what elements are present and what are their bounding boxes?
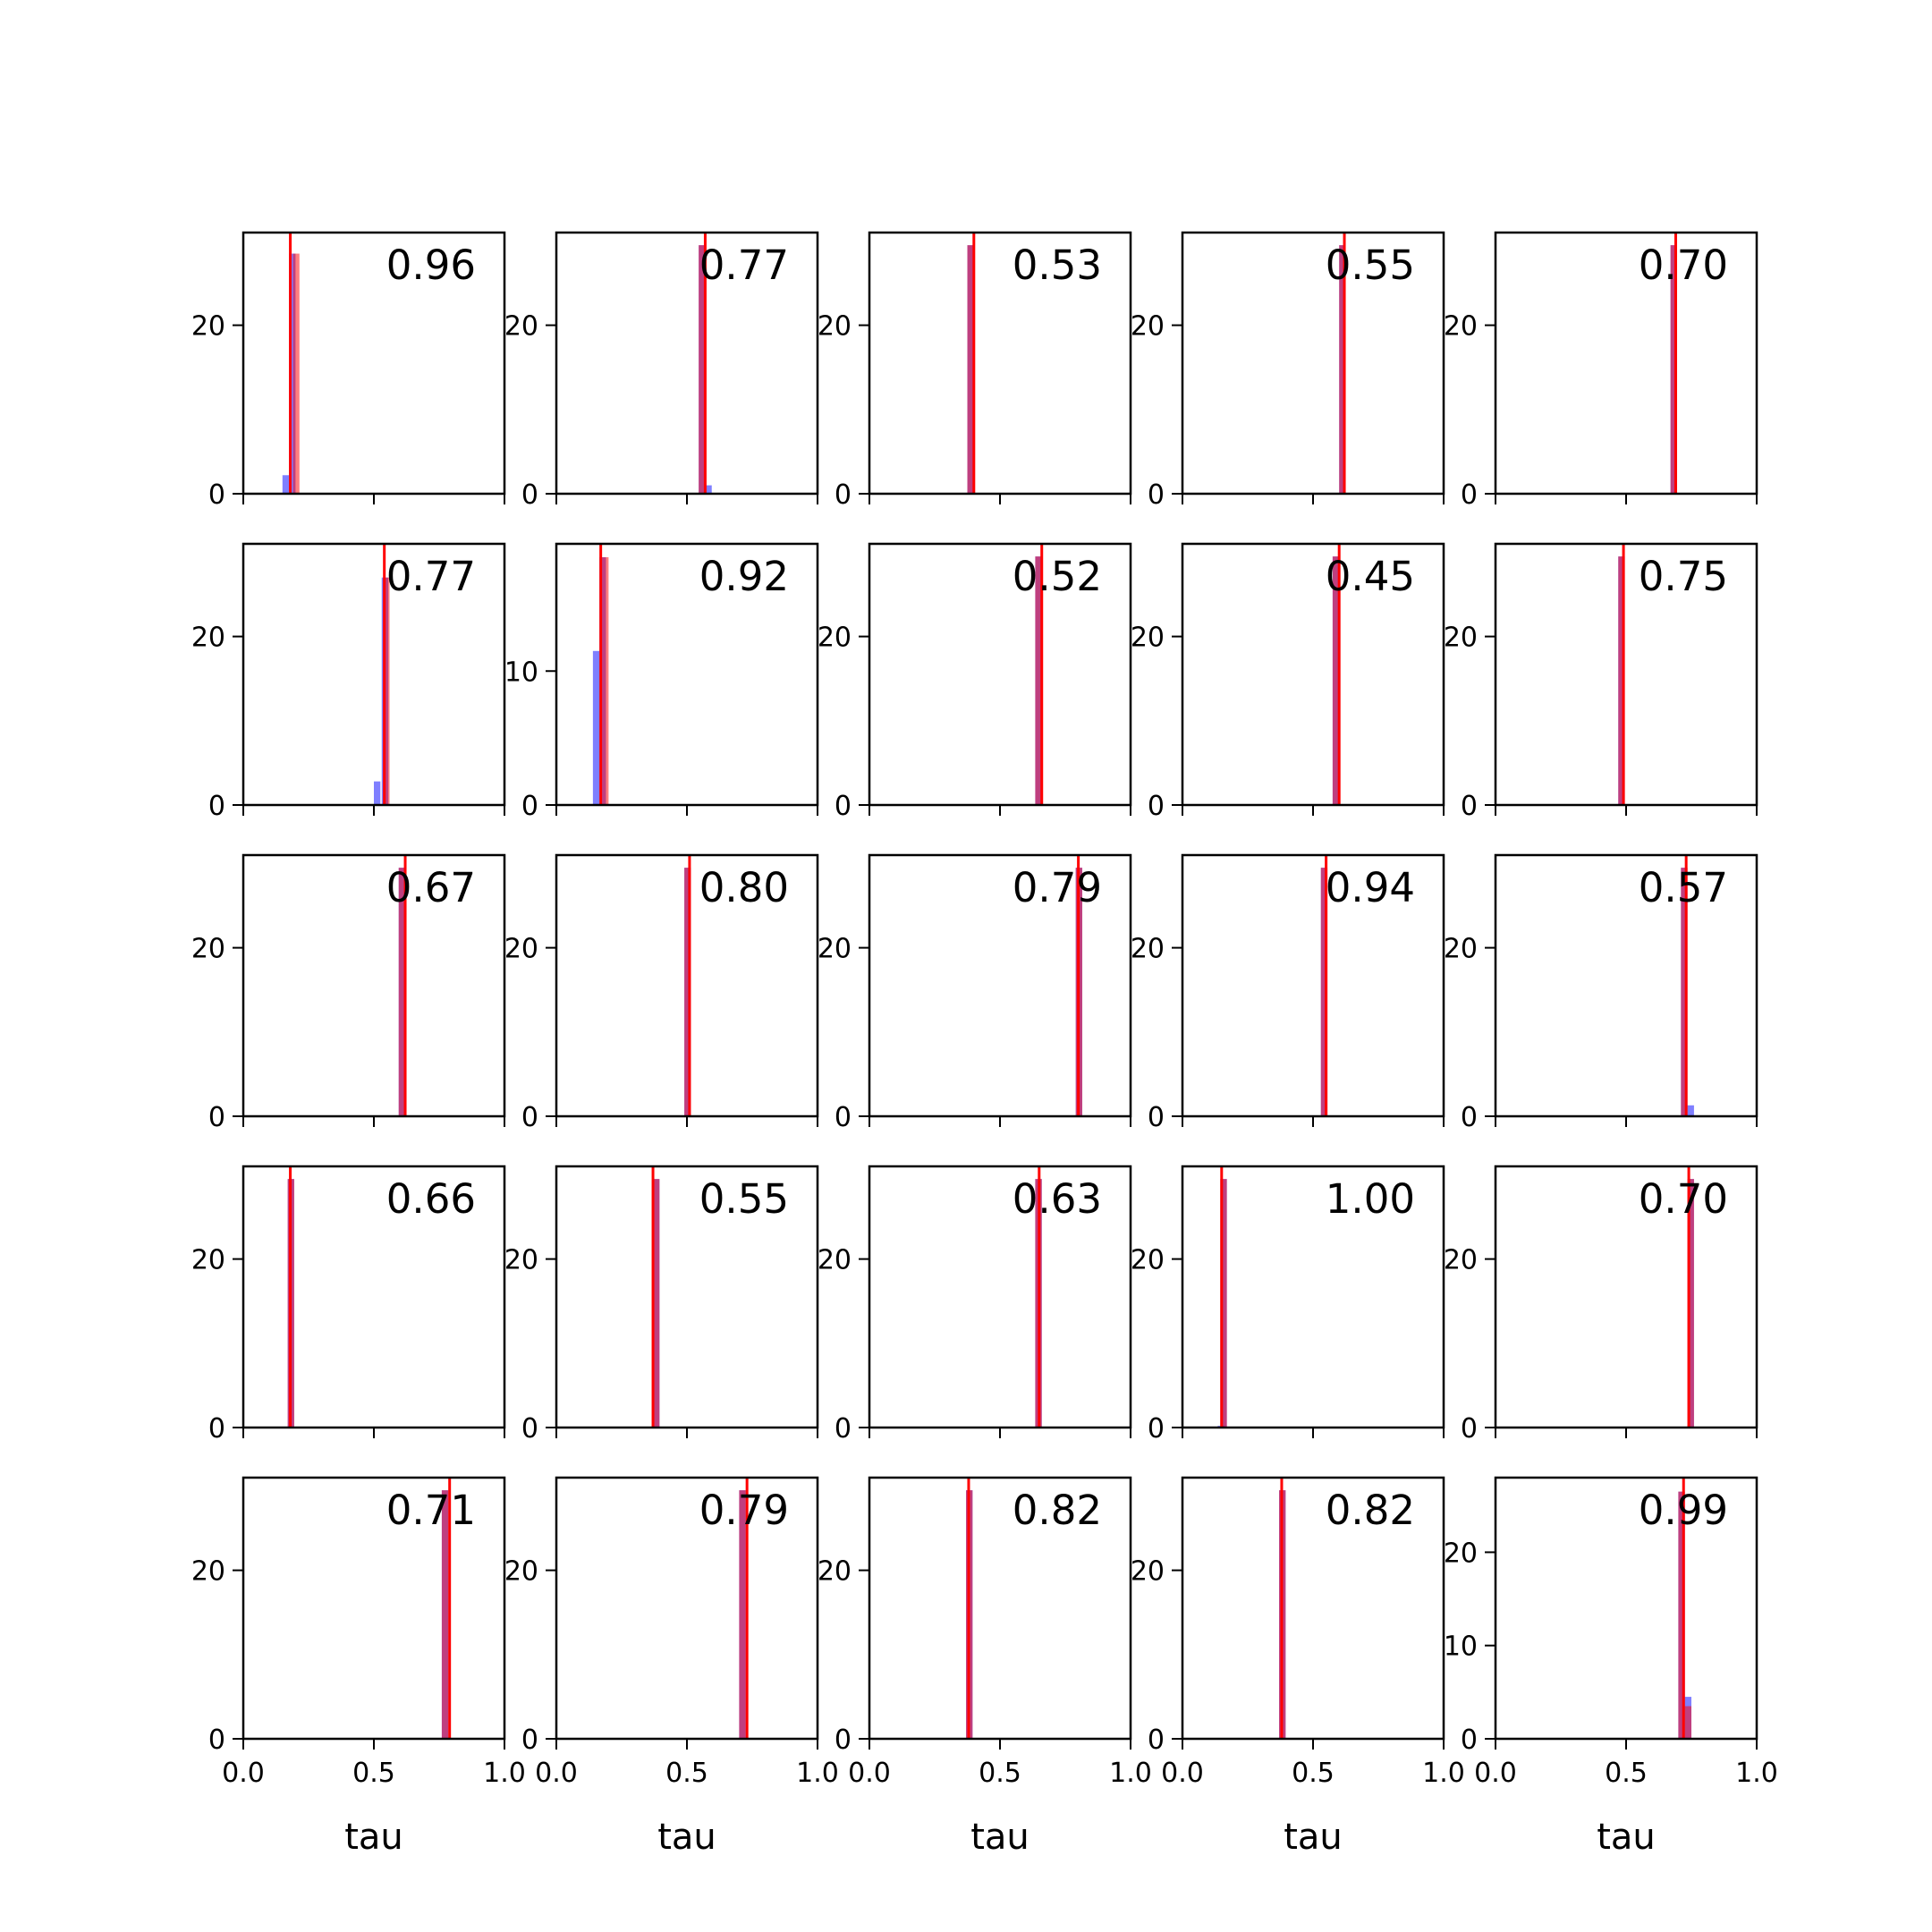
y-tick-label: 0 (1460, 479, 1478, 511)
bar-blue-1 (374, 782, 380, 805)
panel-6 (191, 544, 504, 822)
panel-24 (1131, 1478, 1465, 1858)
panel-annotation: 0.96 (386, 242, 476, 289)
panel-annotation: 1.00 (1325, 1175, 1415, 1223)
panel-21 (191, 1478, 526, 1858)
x-tick-label: 0.0 (1474, 1758, 1517, 1789)
panel-annotation: 0.55 (699, 1175, 789, 1223)
panel-annotation: 0.53 (1012, 242, 1102, 289)
y-tick-label: 0 (1147, 479, 1165, 511)
x-tick-label: 1.0 (1735, 1758, 1778, 1789)
y-tick-label: 0 (1147, 1413, 1165, 1445)
y-tick-label: 20 (191, 933, 225, 965)
x-tick-label: 0.0 (848, 1758, 891, 1789)
x-tick-label: 0.5 (1292, 1758, 1335, 1789)
y-tick-label: 0 (1147, 1102, 1165, 1133)
y-tick-label: 20 (817, 933, 852, 965)
y-tick-label: 0 (208, 1724, 225, 1756)
y-tick-label: 20 (191, 622, 225, 654)
y-tick-label: 20 (504, 933, 538, 965)
bar-blue-2 (1688, 1106, 1694, 1116)
panel-3 (818, 233, 1131, 511)
panel-annotation: 0.77 (699, 242, 789, 289)
panel-2 (504, 233, 818, 511)
panel-13 (818, 855, 1131, 1133)
panel-15 (1444, 855, 1757, 1133)
y-tick-label: 20 (1130, 1244, 1165, 1276)
panel-20 (1444, 1166, 1757, 1445)
panel-annotation: 0.70 (1638, 1175, 1728, 1223)
y-tick-label: 0 (521, 1102, 538, 1133)
y-tick-label: 0 (834, 1724, 852, 1756)
y-tick-label: 0 (834, 479, 852, 511)
x-tick-label: 1.0 (483, 1758, 526, 1789)
panel-annotation: 0.75 (1638, 553, 1728, 600)
panel-17 (504, 1166, 818, 1445)
x-tick-label: 1.0 (1422, 1758, 1465, 1789)
y-tick-label: 20 (1130, 1555, 1165, 1588)
x-axis-label: tau (1284, 1817, 1343, 1858)
x-tick-label: 0.5 (665, 1758, 708, 1789)
y-tick-label: 0 (834, 1102, 852, 1133)
x-tick-label: 1.0 (796, 1758, 839, 1789)
y-tick-label: 20 (1443, 933, 1478, 965)
panel-1 (191, 233, 504, 511)
panel-annotation: 0.79 (699, 1487, 789, 1534)
panel-25 (1444, 1478, 1778, 1858)
panel-annotation: 0.67 (386, 864, 476, 911)
y-tick-label: 10 (504, 657, 538, 689)
bar-blue-1 (593, 651, 599, 805)
y-tick-label: 0 (521, 1413, 538, 1445)
x-tick-label: 0.5 (979, 1758, 1021, 1789)
y-tick-label: 0 (521, 479, 538, 511)
x-tick-label: 0.0 (1161, 1758, 1204, 1789)
panel-11 (191, 855, 504, 1133)
y-tick-label: 20 (191, 310, 225, 343)
y-tick-label: 0 (1460, 791, 1478, 822)
y-tick-label: 0 (208, 1413, 225, 1445)
panel-annotation: 0.82 (1325, 1487, 1415, 1534)
y-tick-label: 0 (834, 1413, 852, 1445)
x-axis-label: tau (657, 1817, 716, 1858)
x-tick-label: 0.5 (352, 1758, 395, 1789)
panel-annotation: 0.71 (386, 1487, 476, 1534)
panel-16 (191, 1166, 504, 1445)
panel-18 (818, 1166, 1131, 1445)
y-tick-label: 20 (1443, 310, 1478, 343)
y-tick-label: 0 (1460, 1724, 1478, 1756)
panel-annotation: 0.45 (1325, 553, 1415, 600)
panel-23 (818, 1478, 1152, 1858)
bar-red-1 (602, 557, 608, 805)
x-tick-label: 1.0 (1109, 1758, 1152, 1789)
panel-annotation: 0.52 (1012, 553, 1102, 600)
panel-9 (1131, 544, 1444, 822)
bar-red-2 (1685, 1707, 1691, 1740)
panel-12 (504, 855, 818, 1133)
panel-annotation: 0.70 (1638, 242, 1728, 289)
y-tick-label: 20 (504, 310, 538, 343)
y-tick-label: 0 (834, 791, 852, 822)
y-tick-label: 20 (1443, 1538, 1478, 1570)
panel-14 (1131, 855, 1444, 1133)
y-tick-label: 20 (191, 1244, 225, 1276)
y-tick-label: 20 (191, 1555, 225, 1588)
y-tick-label: 0 (1460, 1413, 1478, 1445)
panel-annotation: 0.99 (1638, 1487, 1728, 1534)
panel-annotation: 0.94 (1325, 864, 1415, 911)
panel-7 (504, 544, 818, 822)
y-tick-label: 0 (521, 791, 538, 822)
panel-22 (504, 1478, 839, 1858)
panel-8 (818, 544, 1131, 822)
panel-annotation: 0.80 (699, 864, 789, 911)
bar-blue-1 (283, 475, 289, 494)
y-tick-label: 10 (1443, 1631, 1478, 1663)
panel-annotation: 0.55 (1325, 242, 1415, 289)
panel-annotation: 0.57 (1638, 864, 1728, 911)
y-tick-label: 0 (208, 791, 225, 822)
y-tick-label: 20 (504, 1555, 538, 1588)
y-tick-label: 0 (1460, 1102, 1478, 1133)
y-tick-label: 0 (521, 1724, 538, 1756)
panel-5 (1444, 233, 1757, 511)
y-tick-label: 20 (1130, 933, 1165, 965)
x-axis-label: tau (344, 1817, 403, 1858)
y-tick-label: 20 (817, 1244, 852, 1276)
y-tick-label: 20 (1130, 622, 1165, 654)
y-tick-label: 20 (817, 1555, 852, 1588)
y-tick-label: 0 (208, 1102, 225, 1133)
y-tick-label: 0 (1147, 1724, 1165, 1756)
panel-19 (1131, 1166, 1444, 1445)
panel-annotation: 0.82 (1012, 1487, 1102, 1534)
panel-annotation: 0.92 (699, 553, 789, 600)
x-tick-label: 0.0 (222, 1758, 265, 1789)
y-tick-label: 0 (1147, 791, 1165, 822)
y-tick-label: 20 (817, 622, 852, 654)
panel-4 (1131, 233, 1444, 511)
y-tick-label: 20 (1443, 622, 1478, 654)
y-tick-label: 20 (504, 1244, 538, 1276)
bar-red-1 (292, 254, 299, 494)
panel-10 (1444, 544, 1757, 822)
x-axis-label: tau (970, 1817, 1030, 1858)
panel-annotation: 0.63 (1012, 1175, 1102, 1223)
panel-annotation: 0.79 (1012, 864, 1102, 911)
y-tick-label: 20 (817, 310, 852, 343)
y-tick-label: 0 (208, 479, 225, 511)
x-axis-label: tau (1597, 1817, 1656, 1858)
panel-annotation: 0.66 (386, 1175, 476, 1223)
x-tick-label: 0.0 (535, 1758, 578, 1789)
y-tick-label: 20 (1130, 310, 1165, 343)
panel-annotation: 0.77 (386, 553, 476, 600)
y-tick-label: 20 (1443, 1244, 1478, 1276)
x-tick-label: 0.5 (1605, 1758, 1648, 1789)
